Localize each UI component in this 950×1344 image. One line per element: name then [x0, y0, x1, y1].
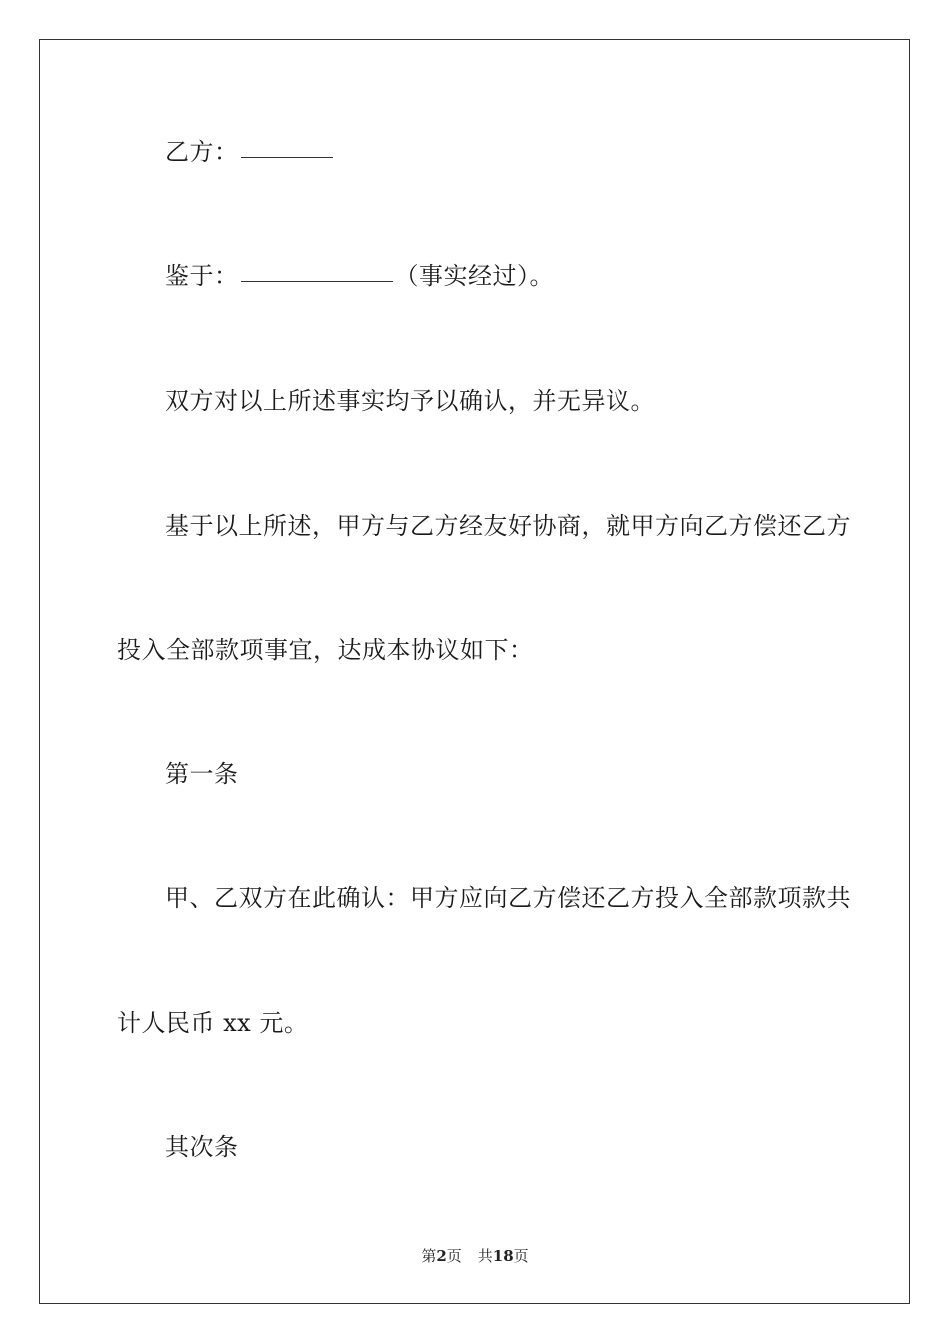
paragraph-basis-line1: 基于以上所述，甲方与乙方经友好协商，就甲方向乙方偿还乙方	[165, 512, 851, 540]
whereas-label: 鉴于：	[165, 262, 239, 290]
page-suffix: 页	[446, 1247, 462, 1265]
party-b-label: 乙方：	[165, 138, 239, 166]
whereas-suffix: （事实经过）。	[394, 262, 554, 290]
whereas-blank[interactable]	[241, 279, 393, 282]
article-one-heading: 第一条	[165, 760, 239, 788]
page-prefix: 第	[421, 1247, 437, 1265]
page-number: 2	[436, 1247, 447, 1265]
total-pages: 18	[492, 1247, 514, 1265]
total-suffix: 页	[513, 1247, 529, 1265]
article-two-heading: 其次条	[165, 1133, 239, 1161]
page-footer	[0, 1246, 950, 1266]
party-b-blank[interactable]	[241, 155, 333, 158]
whereas-line	[165, 261, 554, 291]
paragraph-basis-line2: 投入全部款项事宜，达成本协议如下：	[117, 636, 534, 664]
paragraph-confirm: 双方对以上所述事实均予以确认，并无异议。	[165, 387, 655, 415]
page-border	[39, 39, 910, 1304]
article-one-line2: 计人民币 xx 元。	[117, 1009, 309, 1037]
article-one-line1: 甲、乙双方在此确认：甲方应向乙方偿还乙方投入全部款项款共	[165, 884, 851, 912]
total-prefix: 共	[477, 1247, 493, 1265]
party-b-line	[165, 137, 335, 167]
